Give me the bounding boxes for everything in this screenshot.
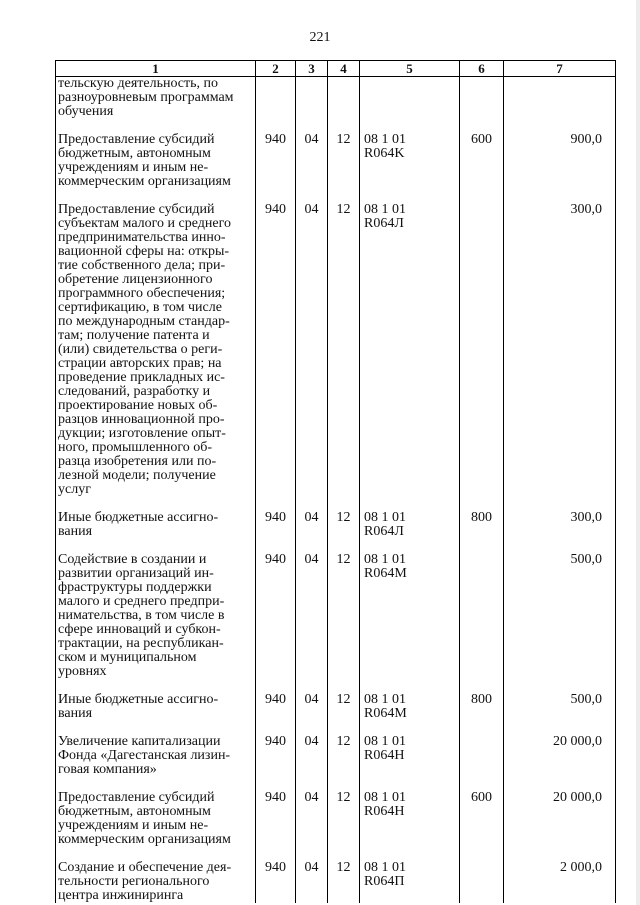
row-expense-type: 600: [460, 791, 504, 847]
header-col-3: 3: [296, 61, 328, 77]
row-ministry: 940: [256, 791, 296, 847]
row-section: 04: [296, 203, 328, 497]
row-target-code: 08 1 01 R064M: [360, 693, 460, 721]
row-amount: 20 000,0: [504, 791, 616, 847]
table-row: [56, 693, 616, 721]
row-subsection: [328, 77, 360, 120]
row-subsection: 12: [328, 693, 360, 721]
scan-edge: [636, 0, 640, 905]
row-name: Предоставление субсидий субъектам малого и среднего предпринимательства инно- вационной сферы на: откры- тие собственного дела; при- обретение лицензионного программного обеспечения; сертификацию, в том числе по международным стандар- там; получение патента и (или) свидетельства о реги- страции авторских прав; на проведение прикладных ис- следований, разработку и проектирование новых об- разцов инновационной про- дукции; изготовление опыт- ного, промышленного об- разца изобретения или по- лезной модели; получение услуг: [56, 203, 256, 497]
table-row: [56, 511, 616, 539]
row-subsection: 12: [328, 861, 360, 903]
row-name: Предоставление субсидий бюджетным, автономным учреждениям и иным не- коммерческим организациям: [56, 791, 256, 847]
row-name: Иные бюджетные ассигно- вания: [56, 693, 256, 721]
page-number: 221: [309, 30, 331, 45]
row-subsection: 12: [328, 203, 360, 497]
row-section: 04: [296, 133, 328, 189]
header-row: [56, 61, 616, 77]
row-spacer: [56, 679, 616, 693]
row-target-code: 08 1 01 R064Л: [360, 511, 460, 539]
row-spacer: [56, 721, 616, 735]
row-name: Предоставление субсидий бюджетным, автономным учреждениям и иным не- коммерческим организациям: [56, 133, 256, 189]
row-target-code: 08 1 01 R064K: [360, 133, 460, 189]
header-col-6: 6: [460, 61, 504, 77]
row-target-code: 08 1 01 R064П: [360, 861, 460, 903]
row-ministry: [256, 77, 296, 120]
row-ministry: 940: [256, 553, 296, 679]
table-header: [56, 61, 616, 77]
row-amount: 300,0: [504, 203, 616, 497]
row-spacer: [56, 847, 616, 861]
table-row: [56, 203, 616, 497]
row-expense-type: 800: [460, 693, 504, 721]
row-ministry: 940: [256, 693, 296, 721]
row-target-code: 08 1 01 R064H: [360, 791, 460, 847]
table-row: [56, 553, 616, 679]
row-amount: 500,0: [504, 693, 616, 721]
row-amount: 20 000,0: [504, 735, 616, 777]
row-name: Создание и обеспечение дея- тельности регионального центра инжиниринга: [56, 861, 256, 903]
row-name: Увеличение капитализации Фонда «Дагестанская лизин- говая компания»: [56, 735, 256, 777]
row-name: Иные бюджетные ассигно- вания: [56, 511, 256, 539]
row-ministry: 940: [256, 133, 296, 189]
table-row: [56, 791, 616, 847]
row-subsection: 12: [328, 511, 360, 539]
row-amount: 300,0: [504, 511, 616, 539]
row-target-code: 08 1 01 R064H: [360, 735, 460, 777]
row-section: 04: [296, 693, 328, 721]
row-target-code: [360, 77, 460, 120]
row-ministry: 940: [256, 861, 296, 903]
row-ministry: 940: [256, 203, 296, 497]
row-expense-type: [460, 77, 504, 120]
header-col-7: 7: [504, 61, 616, 77]
row-amount: 900,0: [504, 133, 616, 189]
row-expense-type: 600: [460, 133, 504, 189]
row-subsection: 12: [328, 133, 360, 189]
budget-table: [55, 60, 616, 903]
header-col-4: 4: [328, 61, 360, 77]
table-row: [56, 735, 616, 777]
row-subsection: 12: [328, 735, 360, 777]
row-section: 04: [296, 791, 328, 847]
row-expense-type: 800: [460, 511, 504, 539]
row-section: 04: [296, 735, 328, 777]
row-subsection: 12: [328, 553, 360, 679]
header-col-5: 5: [360, 61, 460, 77]
row-expense-type: [460, 861, 504, 903]
row-spacer: [56, 119, 616, 133]
header-col-2: 2: [256, 61, 296, 77]
row-ministry: 940: [256, 511, 296, 539]
header-col-1: 1: [56, 61, 256, 77]
row-expense-type: [460, 203, 504, 497]
row-spacer: [56, 539, 616, 553]
row-name: Содействие в создании и развитии организаций ин- фраструктуры поддержки малого и среднего предпри- нимательства, в том числе в сфере инноваций и субкон- трактации, на республикан- ском и муниципальном уровнях: [56, 553, 256, 679]
row-section: [296, 77, 328, 120]
table-row: [56, 133, 616, 189]
row-ministry: 940: [256, 735, 296, 777]
row-spacer: [56, 497, 616, 511]
table-row: [56, 861, 616, 903]
row-target-code: 08 1 01 R064Л: [360, 203, 460, 497]
row-amount: [504, 77, 616, 120]
row-target-code: 08 1 01 R064M: [360, 553, 460, 679]
row-amount: 2 000,0: [504, 861, 616, 903]
row-expense-type: [460, 553, 504, 679]
row-subsection: 12: [328, 791, 360, 847]
row-name: тельскую деятельность, по разноуровневым программам обучения: [56, 77, 256, 120]
row-section: 04: [296, 861, 328, 903]
row-spacer: [56, 189, 616, 203]
row-section: 04: [296, 511, 328, 539]
table-row: [56, 77, 616, 120]
row-amount: 500,0: [504, 553, 616, 679]
row-spacer: [56, 777, 616, 791]
row-expense-type: [460, 735, 504, 777]
row-section: 04: [296, 553, 328, 679]
